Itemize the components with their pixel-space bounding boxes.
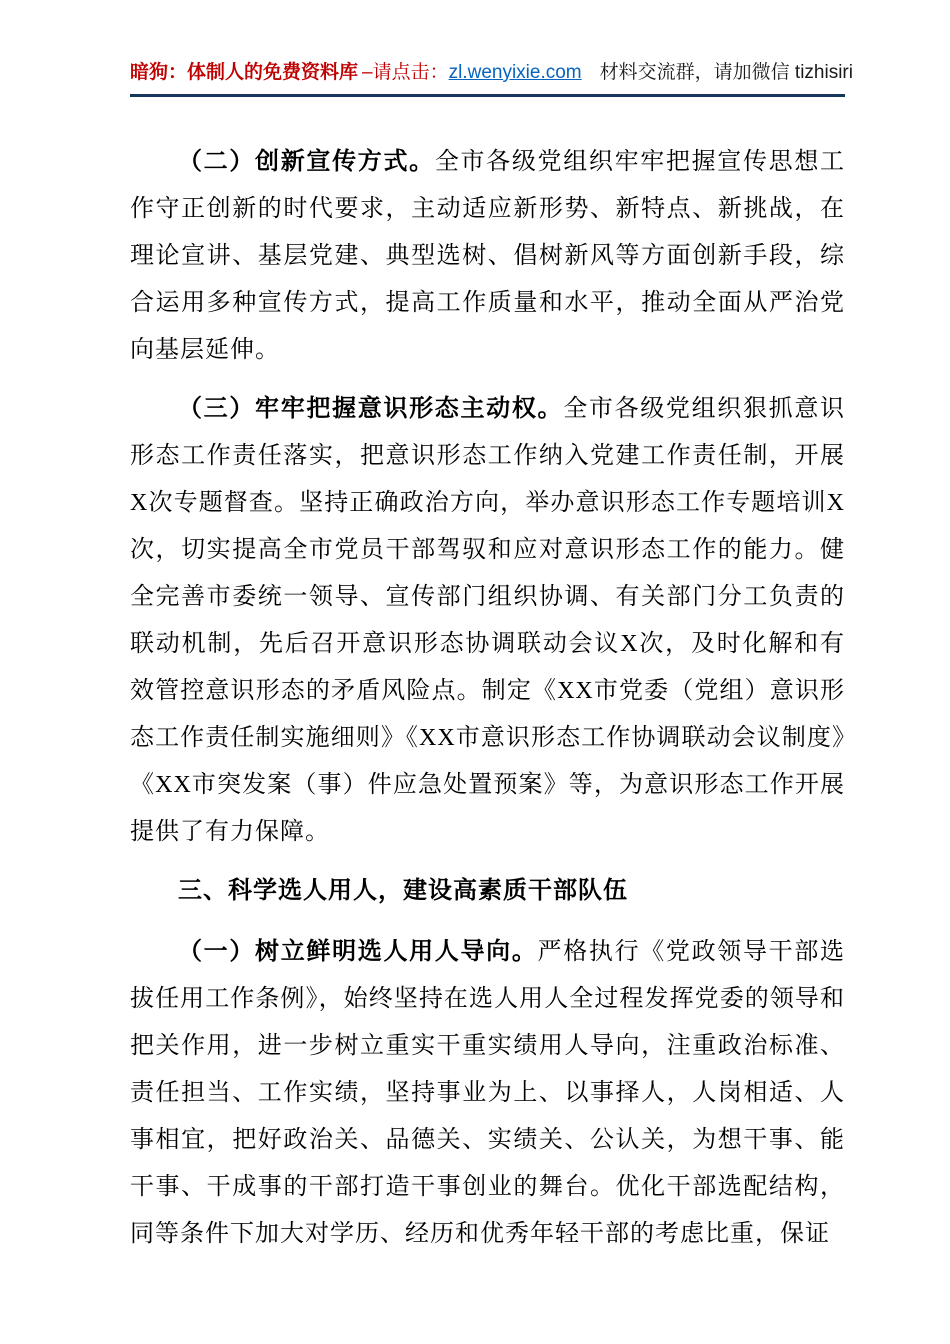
section-heading-cadre-selection: 三、科学选人用人，建设高素质干部队伍 xyxy=(178,878,628,904)
paragraph-text: 全市各级党组织狠抓意识形态工作责任落实，把意识形态工作纳入党建工作责任制，开展X次专题督查。坚持正确政治方向，举办意识形态工作专题培训X次，切实提高全市党员干部驾驭和应对意识形态工作的能力。健全完善市委统一领导、宣传部门组织协调、有关部门分工负责的联动机制，先后召开意识形态协调联动会议X次，及时化解和有效管控意识形态的矛盾风险点。制定《XX市党委（党组）意识形态工作责任制实施细则》《XX市意识形态工作协调联动会议制度》《XX市突发案（事）件应急处置预案》等，为意识形态工作开展提供了有力保障。 xyxy=(130,396,846,845)
paragraph-innovate-publicity xyxy=(130,139,845,374)
paragraph-lead: （二）创新宣传方式。 xyxy=(178,149,435,175)
header-divider xyxy=(130,94,845,97)
paragraph-text: 严格执行《党政领导干部选拔任用工作条例》，始终坚持在选人用人全过程发挥党委的领导和把关作用，进一步树立重实干重实绩用人导向，注重政治标准、责任担当、工作实绩，坚持事业为上、以事择人，人岗相适、人事相宜，把好政治关、品德关、实绩关、公认关，为想干事、能干事、干成事的干部打造干事创业的舞台。优化干部选配结构，同等条件下加大对学历、经历和优秀年轻干部的考虑比重，保证 xyxy=(130,939,846,1247)
paragraph-selection-orientation xyxy=(130,929,845,1258)
promo-link[interactable]: zl.wenyixie.com xyxy=(448,62,582,83)
paragraph-lead: （三）牢牢把握意识形态主动权。 xyxy=(178,396,564,422)
promo-click-prefix: –请点击： xyxy=(362,62,449,83)
paragraph-ideology xyxy=(130,386,845,856)
paragraph-lead: （一）树立鲜明选人用人导向。 xyxy=(178,939,538,965)
document-body xyxy=(130,139,845,1258)
promo-header xyxy=(130,60,853,86)
promo-suffix: 材料交流群，请加微信 tizhisiri xyxy=(599,62,853,83)
promo-brand: 暗狗：体制人的免费资料库 xyxy=(130,62,359,83)
paragraph-text: 全市各级党组织牢牢把握宣传思想工作守正创新的时代要求，主动适应新形势、新特点、新挑战，在理论宣讲、基层党建、典型选树、倡树新风等方面创新手段，综合运用多种宣传方式，提高工作质量和水平，推动全面从严治党向基层延伸。 xyxy=(130,149,846,363)
